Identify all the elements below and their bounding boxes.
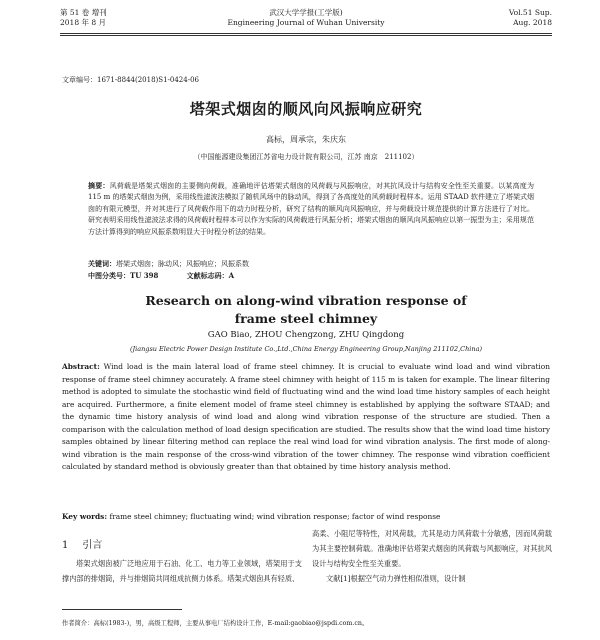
header-date: Vol.51 Sup. Aug. 2018 — [508, 8, 552, 27]
abstract-chinese — [88, 180, 534, 238]
classification-chinese — [88, 271, 260, 281]
title-chinese: 塔架式烟囱的顺风向风振响应研究 — [189, 100, 423, 118]
footnote-rule — [62, 609, 182, 610]
keywords-english — [62, 512, 550, 521]
article-number: 文章编号：1671-8844(2018)S1-0424-06 — [62, 76, 199, 84]
keywords-chinese — [88, 259, 534, 269]
authors-english: GAO Biao, ZHOU Chengzong, ZHU Qingdong — [207, 330, 405, 340]
clc-number: 中图分类号：TU 398 — [88, 271, 159, 280]
document-code: 文献标志码：A — [186, 271, 235, 280]
body-column-right — [312, 526, 552, 586]
keywords-english-label: Key words: — [62, 512, 108, 521]
keywords-chinese-text: 塔架式烟囱；脉动风；风振响应；风振系数 — [116, 260, 249, 268]
abstract-english-label: Abstract: — [62, 362, 100, 371]
abstract-chinese-text: 风荷载是塔架式烟囱的主要侧向荷载，准确地评估塔架式烟囱的风荷载与风振响应，对其抗风设计与结构安全性至关重要。以某高度为 115 m 的塔架式烟囱为例，采用线性滤波法模拟了随机风场中的脉动风，得到了各高度处的风荷载时程样本。运用 STAAD 软件建立了塔架式烟囱的有限元模型，并对其进行了风荷载作用下的动力时程分析，研究了结构的顺风向风振响应，并与荷载设计规范提供的计算方法进行了对比。研究表明采用线性滤波法求得的风荷载时程样本可以作为实际的风荷载进行风振分析；塔架式烟囱的顺风向风振响应以第一振型为主；采用规范方法计算得到的响应风振系数明显大于时程分析法的结果。 — [88, 182, 535, 236]
header-rule-thin — [60, 35, 552, 36]
body-right-paragraph-2: 文献[1]根据空气动力弹性相似准则，设计制 — [326, 574, 466, 583]
body-right-paragraph-1: 高柔、小阻尼等特性，对风荷载，尤其是动力风荷载十分敏感，因而风荷载为其主要控制荷载。准确地评估塔架式烟囱的风荷载与风振响应，对其抗风设计与结构安全性至关重要。 — [312, 529, 552, 568]
section-title: 引言 — [82, 540, 103, 551]
header-rule — [60, 33, 552, 34]
header-journal: 武汉大学学报(工学版) Engineering Journal of Wuhan University — [227, 8, 385, 27]
authors-chinese: 高标，周承宗，朱庆东 — [266, 135, 346, 144]
abstract-english-text: Wind load is the main lateral load of frame steel chimney. It is crucial to evaluate wind load and wind vibration response of frame steel chimney accurately. A frame steel chimney with height of 115 m is taken for example. The linear filtering method is adopted to simulate the stochastic wind field of fluctuating wind and the wind load time history samples of each height are acquired. Furthermore, a finite element model of frame steel chimney is established by applying the software STAAD; and the dynamic time history analysis of wind load and along wind vibration response of the structure are studied. Then a comparison with the calculation method of load design specification are studied. The results show that the wind load time history samples obtained by linear filtering method can replace the real wind load for wind vibration analysis. The first mode of along-wind vibration is the main response of the cross-wind vibration of the tower chimney. The response wind vibration coefficient calculated by standard method is obviously greater than that obtained by time history analysis method. — [62, 362, 550, 471]
author-footnote: 作者简介：高标(1983-)，男，高级工程师，主要从事电厂结构设计工作，E-mail:gaobiao@jspdi.com.cn。 — [62, 620, 369, 627]
section-heading — [62, 536, 102, 551]
affiliation-english: (Jiangsu Electric Power Design Institute Co.,Ltd.,China Energy Engineering Group,Nanjing 211102,China) — [130, 345, 482, 353]
body-column-left: 塔架式烟囱被广泛地应用于石油、化工、电力等工业领域，塔架用于支撑内部的排烟筒，并与排烟筒共同组成抗侧力体系。塔架式烟囱具有轻质、 — [62, 559, 302, 583]
running-header — [60, 8, 552, 42]
header-volume: 第 51 卷 增刊 2018 年 8 月 — [60, 8, 107, 27]
keywords-chinese-label: 关键词： — [88, 259, 116, 268]
section-number: 1 — [62, 540, 69, 551]
title-english: Research on along-wind vibration response of frame steel chimney — [145, 293, 467, 326]
keywords-english-text: frame steel chimney; fluctuating wind; wind vibration response; factor of wind response — [109, 512, 441, 521]
affiliation-chinese: （中国能源建设集团江苏省电力设计院有限公司，江苏 南京 211102） — [193, 153, 419, 161]
abstract-english — [62, 361, 550, 474]
abstract-chinese-label: 摘要： — [88, 181, 110, 190]
